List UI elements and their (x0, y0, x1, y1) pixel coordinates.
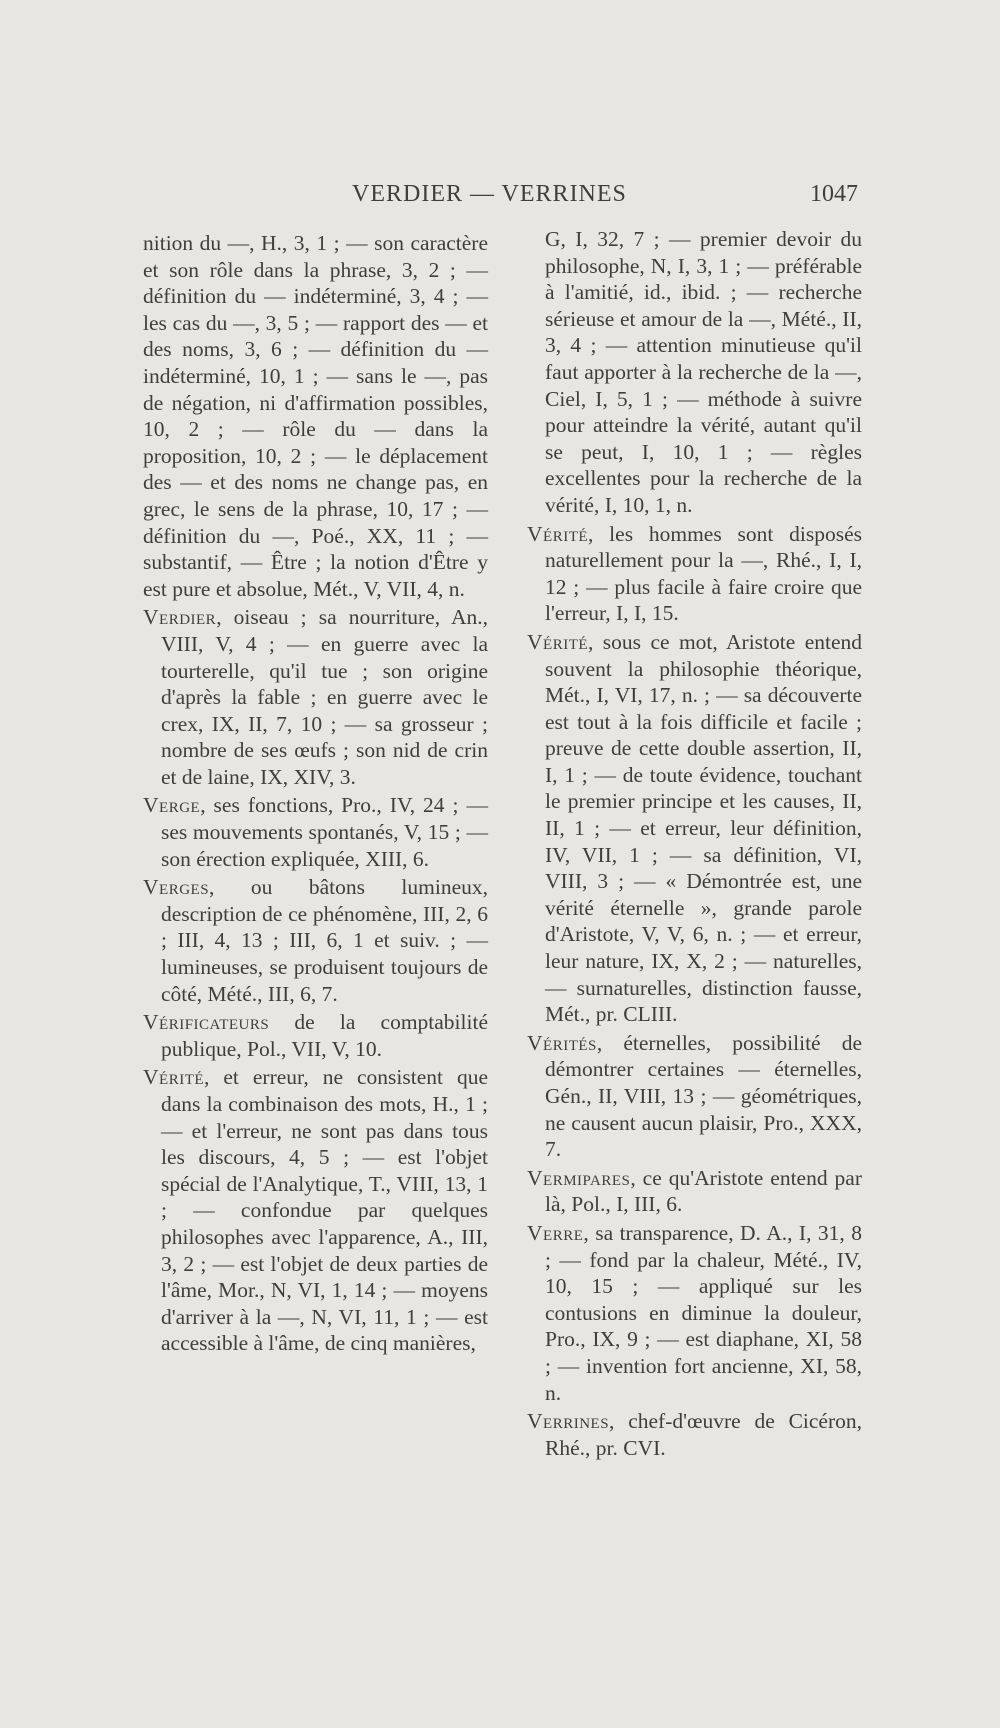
entry-headword: Vérités (527, 1030, 597, 1055)
right-column (527, 226, 862, 1463)
entry-headword: Vérité (143, 1065, 205, 1090)
index-entry (527, 1030, 862, 1163)
index-entry (143, 1064, 488, 1357)
entry-text: , oiseau ; sa nourriture, An., VIII, V, 4 ; — en guerre avec la tourterelle, qu'il tue ; son origine d'après la fable ; en guerre avec le crex, IX, II, 7, 10 ; — sa grosseur ; nombre de ses œufs ; son nid de crin et de laine, IX, XIV, 3. (161, 605, 488, 789)
entry-continuation (527, 226, 862, 519)
index-entry (527, 1165, 862, 1218)
entry-text: , les hommes sont disposés naturellement pour la —, Rhé., I, I, 12 ; — plus facile à faire croire que l'erreur, I, I, 15. (545, 521, 862, 626)
entry-text: , chef-d'œuvre de Cicéron, Rhé., pr. CVI. (545, 1409, 862, 1460)
index-entry (527, 521, 862, 627)
entry-continuation (143, 230, 488, 602)
entry-headword: Verdier (143, 605, 217, 630)
left-column (143, 230, 488, 1359)
entry-headword: Verre (527, 1220, 584, 1245)
entry-headword: Verrines (527, 1409, 610, 1434)
entry-headword: Vérité (527, 521, 589, 546)
entry-text: , ses fonctions, Pro., IV, 24 ; — ses mouvements spontanés, V, 15 ; — son érection expliquée, XIII, 6. (161, 793, 488, 871)
index-entry (527, 1408, 862, 1461)
entry-headword: Verge (143, 793, 201, 818)
entry-text: , sous ce mot, Aristote entend souvent la philosophie théorique, Mét., I, VI, 17, n. ; — sa découverte est tout à la fois difficile et facile ; preuve de cette double assertion, II, I, 1 ; — de toute évidence, touchant le premier principe et les causes, II, II, 1 ; — et erreur, leur définition, IV, VII, 1 ; — sa définition, VI, VIII, 3 ; — « Démontrée est, une vérité éternelle », grande parole d'Aristote, V, V, 6, n. ; — et erreur, leur nature, IX, X, 2 ; — naturelles, — surnaturelles, distinction fausse, Mét., pr. CLIII. (545, 629, 862, 1027)
index-entry (143, 604, 488, 790)
entry-headword: Vermipares (527, 1165, 631, 1190)
entry-text: nition du —, H., 3, 1 ; — son caractère et son rôle dans la phrase, 3, 2 ; — définition du — indéterminé, 3, 4 ; — les cas du —, 3, 5 ; — rapport des — et des noms, 3, 6 ; — définition du — indéterminé, 10, 1 ; — sans le —, pas de négation, ni d'affirmation possibles, 10, 2 ; — rôle du — dans la proposition, 10, 2 ; — le déplacement des — et des noms ne change pas, en grec, le sens de la phrase, 10, 17 ; — définition du —, Poé., XX, 11 ; — substantif, — Être ; la notion d'Être y est pure et absolue, Mét., V, VII, 4, n. (143, 231, 488, 601)
entry-text: de la comptabilité publique, Pol., VII, V, 10. (161, 1010, 488, 1061)
running-title: VERDIER — VERRINES (352, 181, 627, 207)
entry-text: , ce qu'Aristote entend par là, Pol., I, III, 6. (545, 1165, 862, 1217)
entry-text: , sa transparence, D. A., I, 31, 8 ; — fond par la chaleur, Mété., IV, 10, 15 ; — appliqué sur les contusions en diminue la douleur, Pro., IX, 9 ; — est diaphane, XI, 58 ; — invention fort ancienne, XI, 58, n. (545, 1220, 862, 1405)
entry-headword: Vérificateurs (143, 1010, 270, 1035)
entry-text: G, I, 32, 7 ; — premier devoir du philosophe, N, I, 3, 1 ; — préférable à l'amitié, id., ibid. ; — recherche sérieuse et amour de la —, Mété., II, 3, 4 ; — attention minutieuse qu'il faut apporter à la recherche de la —, Ciel, I, 5, 1 ; — méthode à suivre pour atteindre la vérité, autant qu'il se peut, I, 10, 1 ; — règles excellentes pour la recherche de la vérité, I, 10, 1, n. (545, 227, 862, 517)
index-entry (143, 874, 488, 1007)
index-entry (143, 792, 488, 872)
page-number: 1047 (810, 181, 858, 207)
index-entry (527, 1220, 862, 1406)
entry-text: , et erreur, ne consistent que dans la combinaison des mots, H., 1 ; — et l'erreur, ne sont pas dans tous les discours, 4, 5 ; — est l'objet spécial de l'Analytique, T., VIII, 13, 1 ; — confondue par quelques philosophes avec l'apparence, A., III, 3, 2 ; — est l'objet de deux parties de l'âme, Mor., N, VI, 1, 14 ; — moyens d'arriver à la —, N, VI, 11, 1 ; — est accessible à l'âme, de cinq manières, (161, 1065, 488, 1356)
entry-headword: Vérité (527, 629, 589, 654)
index-entry (143, 1009, 488, 1062)
index-entry (527, 629, 862, 1028)
running-head (0, 181, 1000, 217)
entry-text: , éternelles, possibilité de démontrer certaines — éternelles, Gén., II, VIII, 13 ; — géométriques, ne causent aucun plaisir, Pro., XXX, 7. (545, 1030, 862, 1162)
entry-headword: Verges (143, 875, 210, 900)
entry-text: , ou bâtons lumineux, description de ce phénomène, III, 2, 6 ; III, 4, 13 ; III, 6, 1 et suiv. ; — lumineuses, se produisent toujours de côté, Mété., III, 6, 7. (161, 875, 488, 1006)
